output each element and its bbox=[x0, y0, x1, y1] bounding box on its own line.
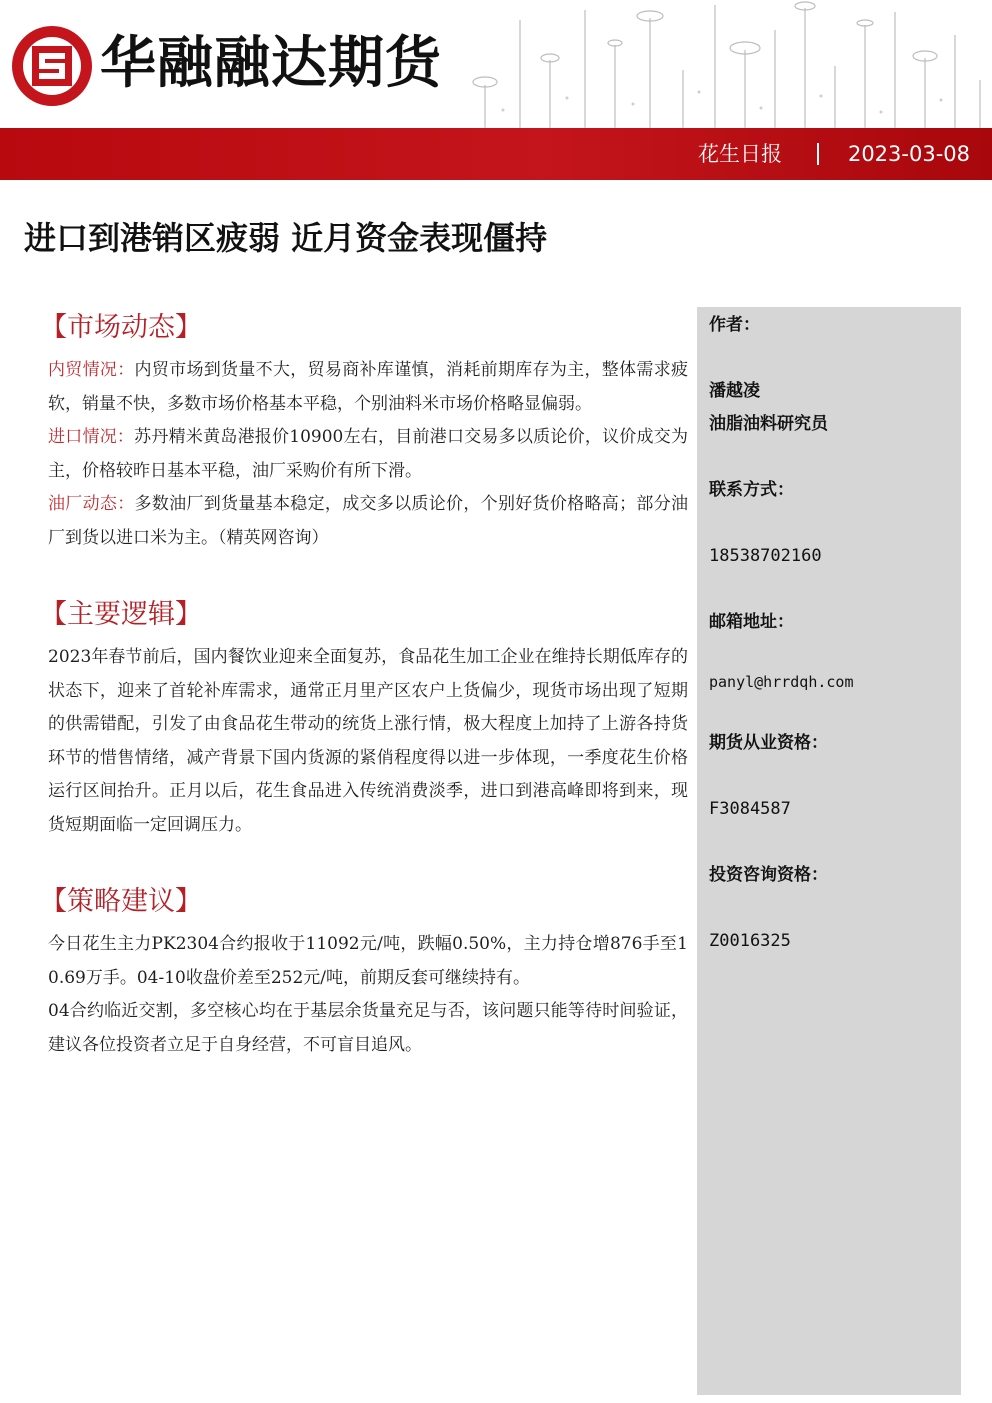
main-content bbox=[40, 308, 689, 1062]
header-divider bbox=[817, 143, 819, 165]
logic-paragraph: 2023年春节前后，国内餐饮业迎来全面复苏，食品花生加工企业在维持长期低库存的状态下，迎来了首轮补库需求，通常正月里产区农户上货偏少，现货市场出现了短期的供需错配，引发了由食品花生带动的统货上涨行情，极大程度上加持了上游各持货环节的惜售情绪，减产背景下国内货源的紧俏程度得以进一步体现，一季度花生价格运行区间抬升。正月以后，花生食品进入传统消费淡季，进口到港高峰即将到来，现货短期面临一定回调压力。 bbox=[48, 647, 688, 835]
market-item bbox=[48, 488, 688, 555]
report-header bbox=[0, 0, 992, 128]
contact-value: 18538702160 bbox=[709, 546, 822, 566]
market-item-label: 油厂动态： bbox=[48, 494, 135, 514]
email-value: panyl@hrrdqh.com bbox=[709, 673, 854, 691]
author-title: 油脂油料研究员 bbox=[709, 414, 828, 434]
strategy-paragraph: 04合约临近交割，多空核心均在于基层余货量充足与否，该问题只能等待时间验证，建议各位投资者立足于自身经营，不可盲目追风。 bbox=[48, 1001, 688, 1055]
market-item-label: 进口情况： bbox=[48, 427, 135, 447]
market-item-text: 苏丹精米黄岛港报价10900左右，目前港口交易多以质论价，议价成交为主，价格较昨日基本平稳，油厂采购价有所下滑。 bbox=[48, 427, 688, 481]
futures-qual-value: F3084587 bbox=[709, 799, 791, 819]
header-bar bbox=[0, 128, 992, 180]
brand-logo-icon bbox=[10, 24, 94, 108]
decorative-pattern bbox=[455, 0, 992, 128]
report-date: 2023-03-08 bbox=[847, 142, 970, 166]
author-sidebar bbox=[697, 307, 961, 1395]
invest-qual-value: Z0016325 bbox=[709, 931, 791, 951]
email-label: 邮箱地址： bbox=[709, 612, 794, 632]
section-heading-market: 【市场动态】 bbox=[40, 312, 202, 343]
market-item bbox=[48, 421, 688, 488]
market-item bbox=[48, 354, 688, 421]
author-label: 作者： bbox=[709, 315, 760, 335]
strategy-paragraph: 今日花生主力PK2304合约报收于11092元/吨，跌幅0.50%，主力持仓增876手至10.69万手。04-10收盘价差至252元/吨，前期反套可继续持有。 bbox=[48, 934, 688, 988]
report-type: 花生日报 bbox=[698, 142, 782, 166]
market-item-text: 内贸市场到货量不大，贸易商补库谨慎，消耗前期库存为主，整体需求疲软，销量不快，多数市场价格基本平稳，个别油料米市场价格略显偏弱。 bbox=[48, 360, 689, 414]
section-heading-logic: 【主要逻辑】 bbox=[40, 599, 202, 630]
contact-label: 联系方式： bbox=[709, 480, 794, 500]
section-heading-strategy: 【策略建议】 bbox=[40, 886, 202, 917]
invest-qual-label: 投资咨询资格： bbox=[709, 865, 828, 885]
futures-qual-label: 期货从业资格： bbox=[709, 733, 828, 753]
author-name: 潘越凌 bbox=[709, 381, 760, 401]
brand-name: 华融融达期货 bbox=[100, 31, 442, 96]
market-item-text: 多数油厂到货量基本稳定，成交多以质论价，个别好货价格略高；部分油厂到货以进口米为主。（精英网咨询） bbox=[48, 494, 689, 548]
report-title: 进口到港销区疲弱 近月资金表现僵持 bbox=[24, 219, 548, 257]
market-item-label: 内贸情况： bbox=[48, 360, 135, 380]
